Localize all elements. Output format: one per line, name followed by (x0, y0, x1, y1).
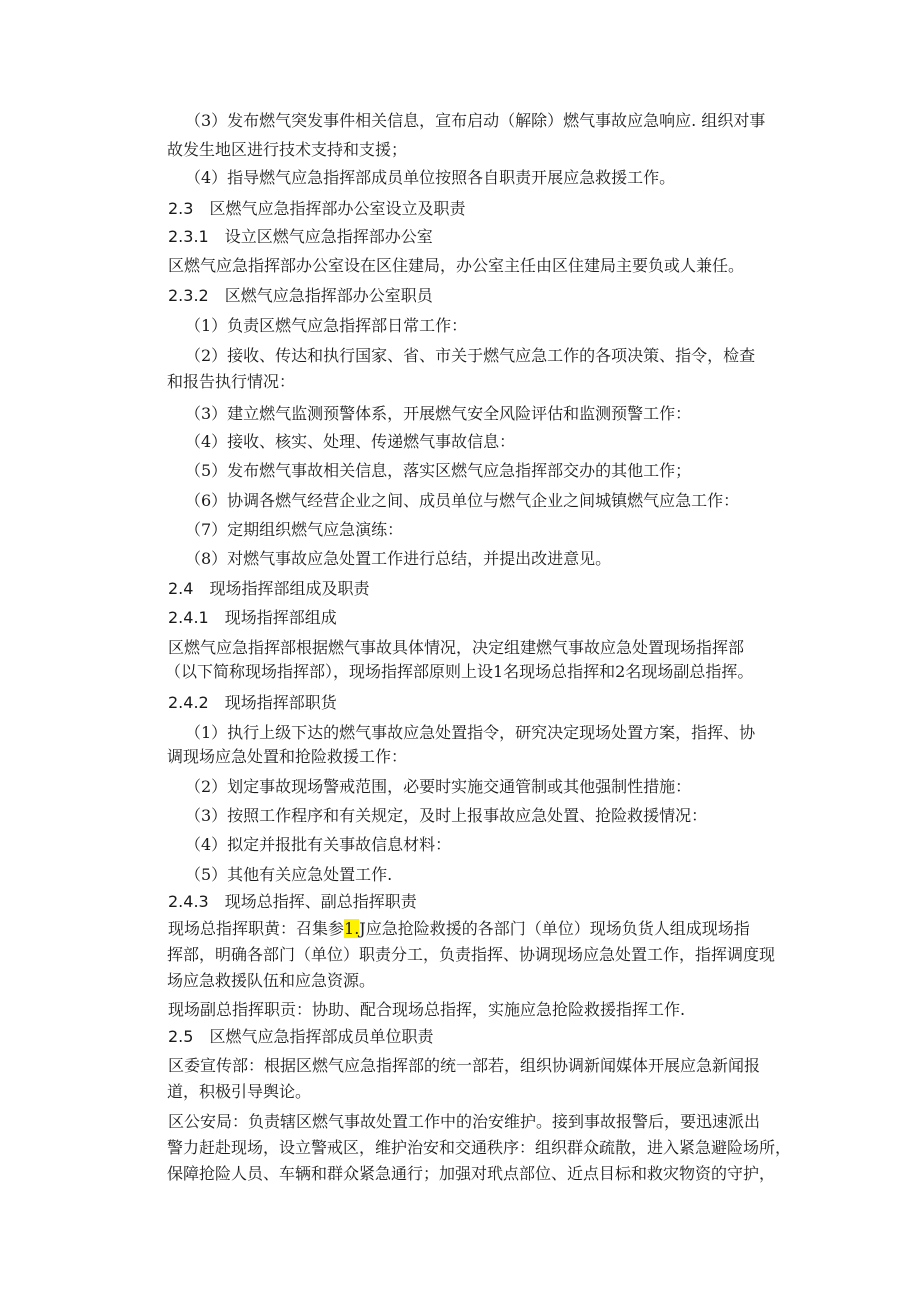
paragraph-line: （3）建立燃气监测预警体系，开展燃气安全风险评估和监测预警工作： (185, 404, 692, 423)
section-heading-2-4-2: 2.4.2 现场指挥部职货 (168, 693, 337, 712)
paragraph-line-with-highlight (168, 918, 750, 940)
paragraph-line: 道，积极引导舆论。 (167, 1082, 312, 1101)
section-heading-2-4-1: 2.4.1 现场指挥部组成 (168, 608, 337, 627)
paragraph-line: （3）按照工作程序和有关规定，及时上报事故应急处置、抢险救援情况： (185, 806, 708, 825)
paragraph-line: 和报告执行情况： (167, 372, 296, 391)
paragraph-line: 区燃气应急指挥部办公室设在区住建局，办公室主任由区住建局主要负或人兼任。 (168, 256, 745, 275)
paragraph-line: （8）对燃气事故应急处置工作进行总结，并提出改进意见。 (185, 549, 612, 568)
section-heading-2-3: 2.3 区燃气应急指挥部办公室设立及职责 (168, 199, 466, 218)
paragraph-line: 保障抢险人员、车辆和群众紧急通行；加强对玳点部位、近点目标和救灾物资的守护， (167, 1164, 776, 1183)
paragraph-line: （3）发布燃气突发事件相关信息，宣布启动（解除）燃气事故应急响应. 组织对事 (185, 111, 766, 130)
section-heading-2-4-3: 2.4.3 现场总指挥、副总指挥职责 (168, 892, 417, 911)
section-heading-2-3-2: 2.3.2 区燃气应急指挥部办公室职员 (168, 286, 433, 305)
paragraph-line: 挥部，明确各部门（单位）职责分工，负责指挥、协调现场应急处置工作，指挥调度现 (167, 945, 776, 964)
paragraph-line: （1）执行上级下达的燃气事故应急处置指令，研究决定现场处置方案，指挥、协 (185, 723, 756, 742)
paragraph-line: （4）接收、核实、处理、传递燃气事故信息： (185, 432, 516, 451)
section-heading-2-4: 2.4 现场指挥部组成及职责 (168, 579, 370, 598)
paragraph-text: 现场总指挥职黄：召集参 (168, 919, 345, 938)
section-heading-2-3-1: 2.3.1 设立区燃气应急指挥部办公室 (168, 227, 433, 246)
paragraph-line: （以下简称现场指挥部），现场指挥部原则上设1名现场总指挥和2名现场副总指挥。 (165, 662, 754, 681)
paragraph-line: （6）协调各燃气经营企业之间、成员单位与燃气企业之间城镇燃气应急工作： (185, 491, 740, 510)
paragraph-line: （5）其他有关应急处置工作. (185, 865, 393, 884)
paragraph-line: 区燃气应急指挥部根据燃气事故具体情况，决定组建燃气事故应急处置现场指挥部 (168, 638, 745, 657)
paragraph-line: 场应急救援队伍和应急资源。 (167, 971, 376, 990)
paragraph-line: 故发生地区进行技术支持和支援； (167, 140, 408, 159)
paragraph-line: （7）定期组织燃气应急演练： (185, 520, 404, 539)
paragraph-line: 区公安局：负责辖区燃气事故处置工作中的治安维护。接到事故报警后，要迅速派出 (168, 1112, 761, 1131)
paragraph-line: （1）负责区燃气应急指挥部日常工作： (185, 316, 468, 335)
paragraph-line: 区委宣传部：根据区燃气应急指挥部的统一部若，组织协调新闻媒体开展应急新闻报 (168, 1056, 761, 1075)
paragraph-line: （2）接收、传达和执行国家、省、市关于燃气应急工作的各项决策、指令，检查 (185, 346, 756, 365)
paragraph-line: （4）指导燃气应急指挥部成员单位按照各自职责开展应急救援工作。 (185, 168, 676, 187)
section-heading-2-5: 2.5 区燃气应急指挥部成员单位职责 (168, 1027, 434, 1046)
paragraph-line: （4）拟定并报批有关事故信息材料： (185, 835, 452, 854)
paragraph-text: J应急抢险救援的各部门（单位）现场负货人组成现场指 (359, 919, 750, 938)
highlighted-text: 1. (344, 919, 360, 938)
paragraph-line: （2）划定事故现场警戒范围，必要时实施交通管制或其他强制性措施： (185, 777, 692, 796)
paragraph-line: 警力赶赴现场，设立警戒区，维护治安和交通秩序：组织群众疏散，进入紧急避险场所， (167, 1138, 792, 1157)
paragraph-line: 调现场应急处置和抢险救援工作： (167, 747, 408, 766)
paragraph-line: （5）发布燃气事故相关信息，落实区燃气应急指挥部交办的其他工作； (185, 461, 692, 480)
paragraph-line: 现场副总指挥职贡：协助、配合现场总指挥，实施应急抢险救援指挥工作. (168, 1000, 686, 1019)
